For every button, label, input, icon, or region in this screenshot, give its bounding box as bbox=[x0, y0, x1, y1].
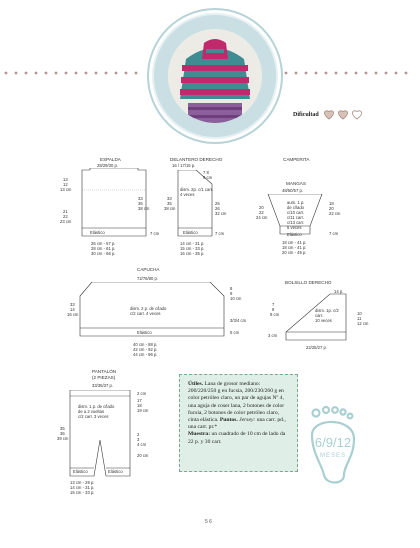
espalda-bottom-1: 26 cm - 57 p. bbox=[91, 241, 116, 246]
puntos-text: una carr. pd., una carr. pr.* bbox=[188, 417, 286, 431]
delantero-decr-1: dism. 2p. c/1 carr. bbox=[180, 187, 214, 192]
delantero-decr-2: 4 veces bbox=[180, 192, 195, 197]
muestra-label: Muestra: bbox=[188, 431, 211, 438]
capucha-top-sizes: 72/76/80 p. bbox=[137, 276, 158, 281]
capucha-title: CAPUCHA bbox=[137, 267, 160, 272]
espalda-left-dim-2: 12 bbox=[63, 182, 68, 187]
capucha-left-dim-1: 33 bbox=[70, 302, 75, 307]
pantalon-right-dim-1: 17 bbox=[137, 398, 142, 403]
mangas-inc-5: c/13 carr. bbox=[287, 220, 305, 225]
dotted-rule-right bbox=[280, 70, 420, 76]
mangas-band-height: 7 cm bbox=[329, 231, 339, 236]
pantalon-title-1: PANTALÓN bbox=[92, 369, 117, 374]
espalda-left-dim-5: 22 bbox=[63, 214, 68, 219]
age-badge-ages: 6/9/12 bbox=[314, 435, 352, 450]
pantalon-inc-2: de a 2 vueltas bbox=[78, 409, 105, 414]
heart-icon bbox=[324, 111, 333, 119]
bolsillo-right-dim-2: 11 bbox=[357, 316, 362, 321]
pantalon-band-left: Elástico bbox=[73, 469, 88, 474]
pantalon-bottom-3: 15 cm - 33 p. bbox=[70, 490, 95, 495]
delantero-neck-dim-2: 9 cm bbox=[203, 175, 213, 180]
capucha-left-dim-2: 14 bbox=[70, 307, 75, 312]
hoodie-illustration bbox=[168, 29, 262, 123]
capucha-bottom-2: 42 cm - 92 p. bbox=[133, 347, 158, 352]
pantalon-inc-1: dism. 1 p. de c/lado bbox=[78, 404, 115, 409]
mangas-bottom-1: 18 cm - 41 p. bbox=[282, 240, 307, 245]
espalda-sizes: 28/29/30 p. bbox=[97, 163, 118, 168]
difficulty-label: Dificultad bbox=[293, 112, 319, 118]
bolsillo-right-dim-3: 12 cm bbox=[357, 321, 369, 326]
capucha-right-dim-1: 8 bbox=[230, 286, 233, 291]
delantero-band: Elástico bbox=[183, 230, 198, 235]
mangas-bottom-2: 18 cm - 41 p. bbox=[282, 245, 307, 250]
bolsillo-bottom: 22/25/27 p. bbox=[306, 345, 327, 350]
mangas-inc-3: c/10 carr. bbox=[287, 210, 305, 215]
espalda-band-height: 7 cm bbox=[150, 231, 160, 236]
dotted-rule-left bbox=[0, 70, 150, 76]
pantalon-bottom-2: 14 cm - 31 p. bbox=[70, 485, 95, 490]
mangas-top-sizes: 48/50/57 p. bbox=[282, 188, 303, 193]
age-badge-unit: MESES bbox=[319, 453, 347, 459]
delantero-dim-1: 33 bbox=[167, 196, 172, 201]
delantero-dim-5: 26 bbox=[215, 206, 220, 211]
espalda-left-dim-1: 13 bbox=[63, 177, 68, 182]
page-number: 5 6 bbox=[205, 519, 212, 525]
bolsillo-decr-3: 10 veces bbox=[315, 318, 332, 323]
espalda-left-dim-6: 23 cm bbox=[60, 219, 72, 224]
capucha-right-dim-2: 9 bbox=[230, 291, 233, 296]
delantero-dim-2: 35 bbox=[167, 201, 172, 206]
bolsillo-left-dim-3: 9 cm bbox=[270, 312, 280, 317]
mangas-inc-4: c/11 carr. bbox=[287, 215, 304, 220]
delantero-title: DELANTERO DERECHO bbox=[170, 157, 223, 162]
bolsillo-decr-1: dism. 1p. c/2 bbox=[315, 308, 339, 313]
bolsillo-left-dim-2: 8 bbox=[272, 307, 275, 312]
capucha-right-dim-4: 3/3/4 cm bbox=[230, 318, 247, 323]
delantero-bottom-3: 16 cm - 35 p. bbox=[180, 251, 205, 256]
capucha-decr-2: c/2 carr. 4 veces bbox=[130, 311, 161, 316]
pantalon-band-right: Elástico bbox=[108, 469, 123, 474]
espalda-left-dim-4: 21 bbox=[63, 209, 68, 214]
bolsillo-title: BOLSILLO DERECHO bbox=[285, 280, 332, 285]
mangas-right-dim-3: 22 cm bbox=[329, 211, 341, 216]
espalda-title: ESPALDA bbox=[100, 157, 121, 162]
pantalon-band-height: 20 cm bbox=[137, 453, 149, 458]
mangas-title: MANGAS bbox=[286, 181, 306, 186]
pantalon-title-2: (2 PIEZAS) bbox=[92, 375, 116, 380]
pantalon-bottom-1: 13 cm - 29 p. bbox=[70, 480, 95, 485]
utiles-label: Útiles. bbox=[188, 381, 204, 387]
capucha-left-dim-3: 16 cm bbox=[67, 312, 79, 317]
delantero-bottom-1: 14 cm - 31 p. bbox=[180, 241, 205, 246]
capucha-bottom-1: 40 cm - 88 p. bbox=[133, 342, 158, 347]
espalda-right-dim-3: 38 cm bbox=[138, 206, 150, 211]
pantalon-top-sizes: 33/35/37 p. bbox=[92, 383, 113, 388]
bolsillo-decr-2: carr. bbox=[315, 313, 324, 318]
garment-photo bbox=[168, 29, 262, 123]
heart-outline-icon bbox=[352, 111, 361, 119]
puntos-label: Puntos. bbox=[219, 417, 238, 424]
materials-box bbox=[179, 374, 298, 472]
espalda-bottom-3: 30 cm - 66 p. bbox=[91, 251, 116, 256]
pantalon-band-top: 2 cm bbox=[137, 391, 147, 396]
mangas-left-dim-3: 24 cm bbox=[256, 215, 268, 220]
delantero-neck-dim-1: 7 8 bbox=[203, 170, 209, 175]
pantalon-small-right-2: 3 bbox=[137, 437, 140, 442]
camperita-title: CAMPERITA bbox=[283, 157, 310, 162]
capucha-right-dim-3: 10 cm bbox=[230, 296, 242, 301]
mangas-inc-2: de c/lado bbox=[287, 205, 304, 210]
capucha-bottom-3: 44 cm - 96 p. bbox=[133, 352, 158, 357]
mangas-band: Elástico bbox=[287, 232, 302, 237]
capucha-decr-1: dism. 2 p. de c/lado bbox=[130, 306, 167, 311]
pantalon-right-dim-2: 18 bbox=[137, 403, 142, 408]
pantalon-left-dim-3: 39 cm bbox=[57, 436, 69, 441]
pantalon-left-dim-1: 35 bbox=[60, 426, 65, 431]
pantalon-inc-3: c/2 carr. 3 veces bbox=[78, 414, 109, 419]
mangas-inc-1: aum. 1 p. bbox=[287, 200, 305, 205]
espalda-right-dim-1: 33 bbox=[138, 196, 143, 201]
garment-photo-frame bbox=[152, 13, 278, 139]
delantero-bottom-2: 15 cm - 33 p. bbox=[180, 246, 205, 251]
mangas-right-dim-1: 18 bbox=[329, 201, 334, 206]
espalda-left-dim-3: 13 cm bbox=[60, 187, 72, 192]
pantalon-left-dim-2: 36 bbox=[60, 431, 65, 436]
heart-icon bbox=[338, 111, 347, 119]
espalda-right-dim-2: 35 bbox=[138, 201, 143, 206]
bolsillo-right-dim-1: 10 bbox=[357, 311, 362, 316]
espalda-band: Elástico bbox=[90, 230, 105, 235]
muestra-text: un cuadrado de 10 cm de lado da 22 p. y 30 carr. bbox=[188, 431, 286, 445]
espalda-bottom-2: 28 cm - 61 p. bbox=[91, 246, 116, 251]
puntos-jersey: Jersey: bbox=[239, 417, 256, 424]
pantalon-right-dim-3: 19 cm bbox=[137, 408, 149, 413]
age-badge bbox=[300, 405, 366, 487]
delantero-dim-6: 32 cm bbox=[215, 211, 227, 216]
delantero-dim-4: 25 bbox=[215, 201, 220, 206]
delantero-dim-3: 38 cm bbox=[164, 206, 176, 211]
mangas-left-dim-1: 20 bbox=[259, 205, 264, 210]
delantero-top-sizes: 16 / 17/15 p. bbox=[172, 163, 196, 168]
pantalon-small-right-3: 4 cm bbox=[137, 442, 147, 447]
capucha-band-height: 5 cm bbox=[230, 330, 240, 335]
bolsillo-top: 14 p. bbox=[334, 289, 344, 294]
mangas-left-dim-2: 22 bbox=[259, 210, 264, 215]
utiles-text: Lana de grosor mediano: 200/220/250 g en fucsia, 200/230/260 g en color petróleo claro, un par de agujas Nº 4, una aguja de coser lana, 2 botones de color fucsia, 2 botones de color petróleo claro, cinta elástica. bbox=[188, 381, 285, 424]
mangas-right-dim-2: 20 bbox=[329, 206, 334, 211]
mangas-inc-6: 6 veces bbox=[287, 225, 302, 230]
capucha-band: Elástico bbox=[137, 330, 152, 335]
mangas-bottom-3: 20 cm - 45 p. bbox=[282, 250, 307, 255]
delantero-band-height: 7 cm bbox=[215, 231, 225, 236]
bolsillo-left-dim-1: 7 bbox=[272, 302, 275, 307]
difficulty-hearts bbox=[323, 108, 365, 120]
pantalon-small-right-1: 2 bbox=[137, 432, 140, 437]
bolsillo-band-height: 3 cm bbox=[268, 333, 278, 338]
